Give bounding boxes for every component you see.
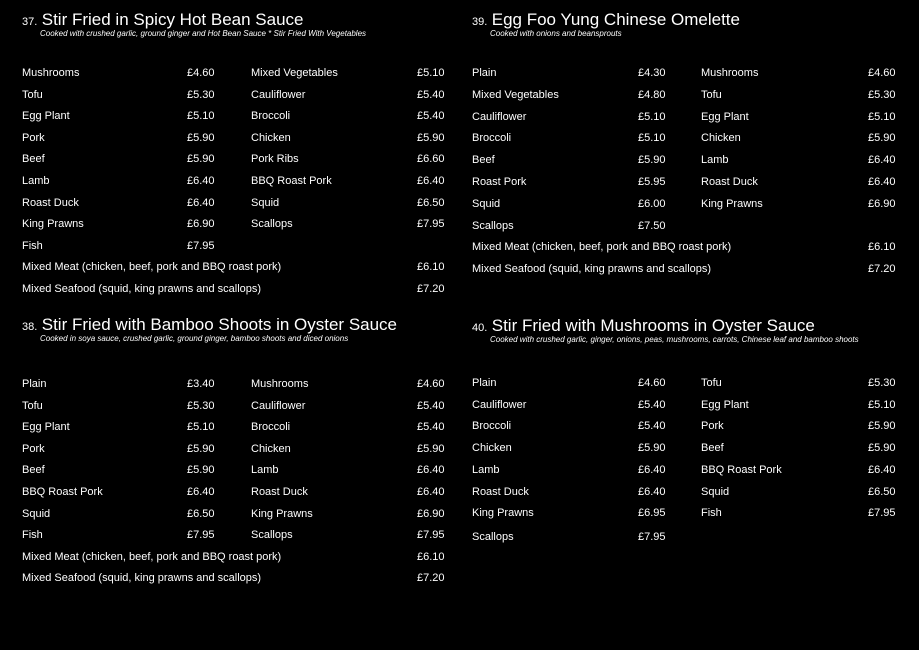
menu-item-price: £6.60 xyxy=(417,153,445,166)
menu-item-price: £5.40 xyxy=(417,399,445,412)
section-header xyxy=(22,315,397,343)
section-description: Cooked in soya sauce, crushed garlic, ground ginger, bamboo shoots and diced onions xyxy=(40,334,349,343)
menu-item-name: Roast Pork xyxy=(472,176,527,188)
menu-item-name: Tofu xyxy=(22,399,43,412)
menu-item-name: King Prawns xyxy=(472,507,534,520)
menu-item-name: Broccoli xyxy=(251,421,291,434)
section-number: 37. xyxy=(22,16,38,28)
menu-item-name: Beef xyxy=(701,442,724,455)
menu-item-name: Mixed Seafood (squid, king prawns and scallops) xyxy=(22,283,262,295)
menu-item-price: £5.30 xyxy=(187,399,215,412)
menu-item-price: £6.40 xyxy=(187,486,215,498)
menu-item-name: Egg Plant xyxy=(22,421,70,434)
menu-item-name: Mushrooms xyxy=(701,67,759,79)
menu-item-name: Fish xyxy=(701,507,722,520)
menu-item-name: Mushrooms xyxy=(251,378,309,390)
section-description: Cooked with crushed garlic, ground ginger and Hot Bean Sauce * Stir Fried With Vegetables xyxy=(40,29,367,38)
menu-item-name: Squid xyxy=(251,196,280,209)
menu-item-price: £6.40 xyxy=(417,464,445,477)
menu-item-name: Roast Duck xyxy=(472,485,529,498)
menu-item-price: £4.60 xyxy=(417,378,445,390)
menu-item-name: Beef xyxy=(472,154,495,167)
menu-item-name: Tofu xyxy=(701,377,722,389)
menu-item-price: £5.40 xyxy=(417,421,445,434)
menu-item-price: £5.30 xyxy=(187,88,215,101)
menu-item-name: Broccoli xyxy=(472,132,512,145)
menu-item-price: £5.30 xyxy=(868,88,896,101)
menu-item-price: £6.10 xyxy=(417,550,445,563)
section-header xyxy=(472,316,859,344)
menu-item-name: Egg Plant xyxy=(701,110,749,123)
menu-item-price: £6.40 xyxy=(417,175,445,187)
menu-item-price: £7.95 xyxy=(638,531,666,544)
menu-item-price: £6.50 xyxy=(417,196,445,209)
menu-item-price: £5.40 xyxy=(638,398,666,411)
menu-item-price: £5.10 xyxy=(187,110,215,123)
menu-item-name: Pork xyxy=(22,131,45,144)
menu-item-price: £5.90 xyxy=(187,442,215,455)
menu-item-name: Pork xyxy=(22,442,45,455)
menu-item-name: Scallops xyxy=(251,529,293,542)
menu-item-name: Cauliflower xyxy=(251,88,306,101)
menu-item-name: Roast Duck xyxy=(701,176,758,188)
menu-item-name: Plain xyxy=(472,377,497,389)
menu-item-price: £5.30 xyxy=(868,377,896,389)
section-title: Stir Fried in Spicy Hot Bean Sauce xyxy=(41,10,304,29)
menu-item-price: £5.40 xyxy=(417,110,445,123)
menu-item-name: Lamb xyxy=(472,463,500,476)
menu-item-price: £7.20 xyxy=(417,572,445,585)
menu-item-name: Roast Duck xyxy=(251,486,308,498)
menu-item-price: £7.20 xyxy=(417,283,445,295)
menu-item-name: Broccoli xyxy=(472,420,512,433)
menu-item-price: £7.95 xyxy=(868,507,896,520)
menu-item-price: £6.40 xyxy=(417,486,445,498)
menu-item-price: £5.90 xyxy=(417,442,445,455)
menu-item-name: Lamb xyxy=(22,175,50,187)
menu-item-name: Roast Duck xyxy=(22,196,79,209)
menu-item-price: £6.90 xyxy=(187,218,215,231)
menu-item-name: Fish xyxy=(22,529,43,542)
menu-item-price: £7.50 xyxy=(638,219,666,232)
menu-item-price: £5.90 xyxy=(638,442,666,455)
menu-item-price: £4.30 xyxy=(638,67,666,79)
menu-item-price: £6.90 xyxy=(868,197,896,210)
menu-item-name: Squid xyxy=(22,507,51,520)
menu-item-price: £7.20 xyxy=(868,263,896,276)
menu-item-price: £5.10 xyxy=(868,398,896,411)
menu-item-name: Scallops xyxy=(472,531,514,544)
menu-item-price: £4.60 xyxy=(638,377,666,389)
menu-item-price: £7.95 xyxy=(417,529,445,542)
menu-item-name: Cauliflower xyxy=(472,110,527,123)
menu-item-price: £4.80 xyxy=(638,88,666,101)
menu-item-name: Mushrooms xyxy=(22,67,80,79)
menu-item-price: £6.40 xyxy=(868,154,896,167)
menu-item-name: Tofu xyxy=(22,88,43,101)
menu-item-price: £5.10 xyxy=(868,110,896,123)
menu-item-price: £7.95 xyxy=(187,529,215,542)
menu-item-name: Lamb xyxy=(251,464,279,477)
menu-item-price: £5.90 xyxy=(187,153,215,166)
menu-item-price: £5.10 xyxy=(187,421,215,434)
section-description: Cooked with crushed garlic, ginger, onions, peas, mushrooms, carrots, Chinese leaf and bamboo shoots xyxy=(490,335,859,344)
menu-item-name: Tofu xyxy=(701,88,722,101)
menu-item-price: £7.95 xyxy=(187,239,215,252)
menu-item-price: £5.90 xyxy=(868,132,896,145)
menu-item-price: £6.10 xyxy=(868,241,896,254)
menu-item-price: £5.90 xyxy=(417,131,445,144)
menu-item-price: £6.90 xyxy=(417,507,445,520)
menu-item-price: £6.40 xyxy=(638,463,666,476)
menu-item-name: BBQ Roast Pork xyxy=(22,486,103,498)
menu-item-name: Mixed Seafood (squid, king prawns and scallops) xyxy=(22,572,262,585)
menu-item-name: Broccoli xyxy=(251,110,291,123)
menu-item-price: £4.60 xyxy=(187,67,215,79)
menu-item-name: Mixed Meat (chicken, beef, pork and BBQ roast pork) xyxy=(22,261,282,274)
menu-item-name: Egg Plant xyxy=(701,398,749,411)
menu-item-name: Mixed Vegetables xyxy=(472,88,559,101)
menu-item-price: £6.40 xyxy=(868,463,896,476)
section-title: Stir Fried with Bamboo Shoots in Oyster Sauce xyxy=(41,315,398,334)
menu-item-price: £7.95 xyxy=(417,218,445,231)
section-header xyxy=(22,10,366,38)
menu-item-name: Cauliflower xyxy=(472,398,527,411)
menu-item-name: Mixed Vegetables xyxy=(251,67,338,79)
section-description: Cooked with onions and beansprouts xyxy=(490,29,622,38)
menu-item-name: BBQ Roast Pork xyxy=(701,463,782,476)
menu-item-price: £5.90 xyxy=(187,464,215,477)
menu-item-name: Squid xyxy=(472,197,501,210)
menu-item-price: £5.90 xyxy=(868,420,896,433)
menu-item-price: £6.40 xyxy=(187,196,215,209)
menu-item-name: Pork xyxy=(701,420,724,433)
menu-item-price: £5.10 xyxy=(417,67,445,79)
menu-item-name: Egg Plant xyxy=(22,110,70,123)
menu-item-price: £6.40 xyxy=(638,485,666,498)
menu-item-name: Plain xyxy=(22,378,47,390)
menu-item-price: £6.10 xyxy=(417,261,445,274)
menu-item-price: £6.50 xyxy=(187,507,215,520)
menu-item-name: Mixed Meat (chicken, beef, pork and BBQ roast pork) xyxy=(472,241,732,254)
menu-item-name: Scallops xyxy=(472,219,514,232)
menu-item-name: Cauliflower xyxy=(251,399,306,412)
menu-item-name: King Prawns xyxy=(251,507,313,520)
menu-item-price: £6.50 xyxy=(868,485,896,498)
menu-item-name: Scallops xyxy=(251,218,293,231)
section-number: 39. xyxy=(472,16,488,28)
section-number: 40. xyxy=(472,322,488,334)
menu-item-price: £6.40 xyxy=(868,176,896,188)
menu-item-price: £3.40 xyxy=(187,378,215,390)
menu-item-name: Mixed Meat (chicken, beef, pork and BBQ roast pork) xyxy=(22,550,282,563)
section-title: Egg Foo Yung Chinese Omelette xyxy=(491,10,740,29)
menu-item-price: £6.40 xyxy=(187,175,215,187)
menu-item-price: £6.95 xyxy=(638,507,666,520)
menu-item-name: Squid xyxy=(701,485,730,498)
menu-item-price: £5.40 xyxy=(417,88,445,101)
menu-item-price: £5.10 xyxy=(638,132,666,145)
menu-item-price: £5.95 xyxy=(638,176,666,188)
menu-item-name: Beef xyxy=(22,153,45,166)
menu-item-price: £5.10 xyxy=(638,110,666,123)
menu-item-price: £5.90 xyxy=(187,131,215,144)
menu-item-price: £4.60 xyxy=(868,67,896,79)
menu-item-price: £5.90 xyxy=(868,442,896,455)
menu-item-name: Mixed Seafood (squid, king prawns and scallops) xyxy=(472,263,712,276)
menu-item-price: £5.90 xyxy=(638,154,666,167)
menu-item-name: Chicken xyxy=(251,442,291,455)
menu-item-name: BBQ Roast Pork xyxy=(251,175,332,187)
menu-item-name: Plain xyxy=(472,67,497,79)
menu-item-name: Chicken xyxy=(701,132,741,145)
menu-item-price: £5.40 xyxy=(638,420,666,433)
section-number: 38. xyxy=(22,321,38,333)
menu-item-price: £6.00 xyxy=(638,197,666,210)
menu-item-name: Chicken xyxy=(251,131,291,144)
section-header xyxy=(472,10,740,38)
section-title: Stir Fried with Mushrooms in Oyster Sauce xyxy=(491,316,815,335)
menu-item-name: Pork Ribs xyxy=(251,153,299,166)
menu-item-name: Beef xyxy=(22,464,45,477)
menu-item-name: Chicken xyxy=(472,442,512,455)
menu-item-name: King Prawns xyxy=(22,218,84,231)
menu-item-name: Fish xyxy=(22,239,43,252)
menu-item-name: Lamb xyxy=(701,154,729,167)
menu-item-name: King Prawns xyxy=(701,197,763,210)
